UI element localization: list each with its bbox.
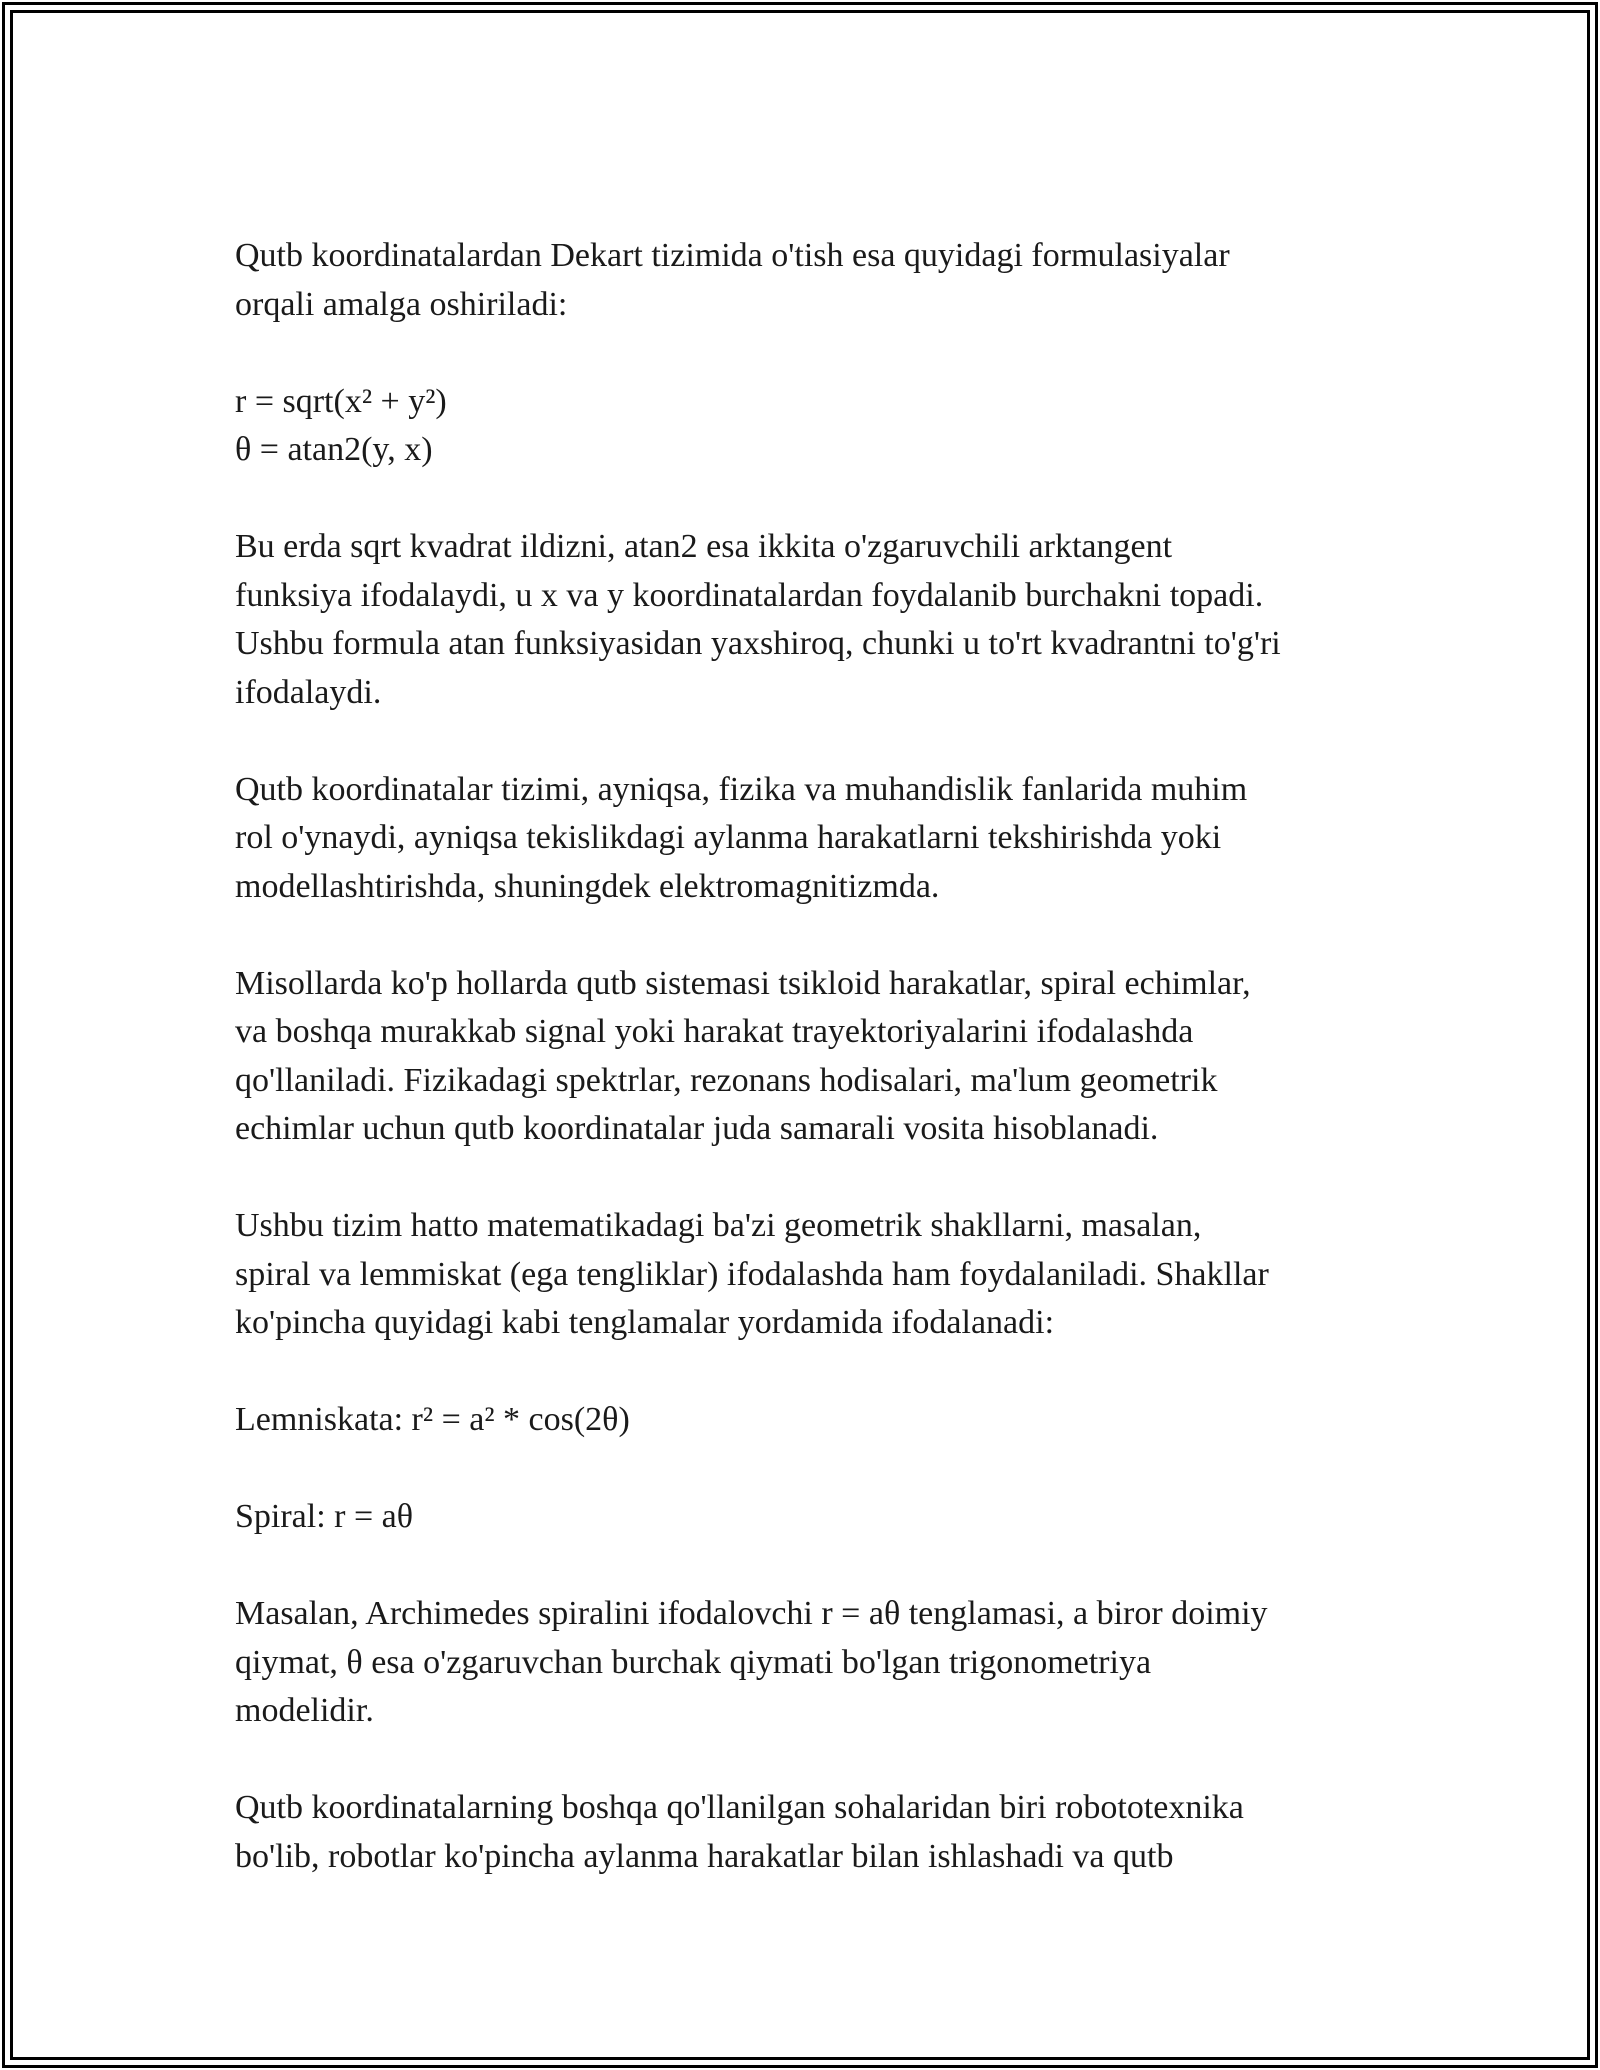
paragraph-sqrt-atan2-explanation: Bu erda sqrt kvadrat ildizni, atan2 esa ikkita o'zgaruvchili arktangent funksiya ifodalaydi, u x va y koordinatalardan foydalanib burchakni topadi. Ushbu formula atan funksiyasidan yaxshiroq, chunki u to'rt kvadrantni to'g'ri ifodalaydi. <box>235 528 1281 711</box>
paragraph-lemniscate-equation: Lemniskata: r² = a² * cos(2θ) <box>235 1401 630 1438</box>
paragraph-polar-to-cartesian-intro: Qutb koordinatalardan Dekart tizimida o'tish esa quyidagi formulasiyalar orqali amalga oshiriladi: <box>235 237 1230 323</box>
paragraph-archimedes-spiral: Masalan, Archimedes spiralini ifodalovchi r = aθ tenglamasi, a biror doimiy qiymat, θ esa o'zgaruvchan burchak qiymati bo'lgan trigonometriya modelidir. <box>235 1595 1268 1729</box>
paragraph-geometric-shapes: Ushbu tizim hatto matematikadagi ba'zi geometrik shakllarni, masalan, spiral va lemmiskat (ega tengliklar) ifodalashda ham foydalaniladi. Shakllar ko'pincha quyidagi kabi tenglamalar yordamida ifodalanadi: <box>235 1207 1269 1341</box>
paragraph-conversion-formulas: r = sqrt(x² + y²) θ = atan2(y, x) <box>235 382 447 468</box>
paragraph-examples: Misollarda ko'p hollarda qutb sistemasi tsikloid harakatlar, spiral echimlar, va boshqa murakkab signal yoki harakat trayektoriyalarini ifodalashda qo'llaniladi. Fizikadagi spektrlar, rezonans hodisalari, ma'lum geometrik echimlar uchun qutb koordinatalar juda samarali vosita hisoblanadi. <box>235 964 1251 1147</box>
document-body <box>235 232 1375 1881</box>
paragraph-robotics: Qutb koordinatalarning boshqa qo'llanilgan sohalaridan biri robototexnika bo'lib, robotlar ko'pincha aylanma harakatlar bilan ishlashadi va qutb <box>235 1789 1244 1875</box>
paragraph-physics-engineering: Qutb koordinatalar tizimi, ayniqsa, fizika va muhandislik fanlarida muhim rol o'ynaydi, ayniqsa tekislikdagi aylanma harakatlarni tekshirishda yoki modellashtirishda, shuningdek elektromagnitizmda. <box>235 770 1248 905</box>
paragraph-spiral-equation: Spiral: r = aθ <box>235 1498 414 1535</box>
